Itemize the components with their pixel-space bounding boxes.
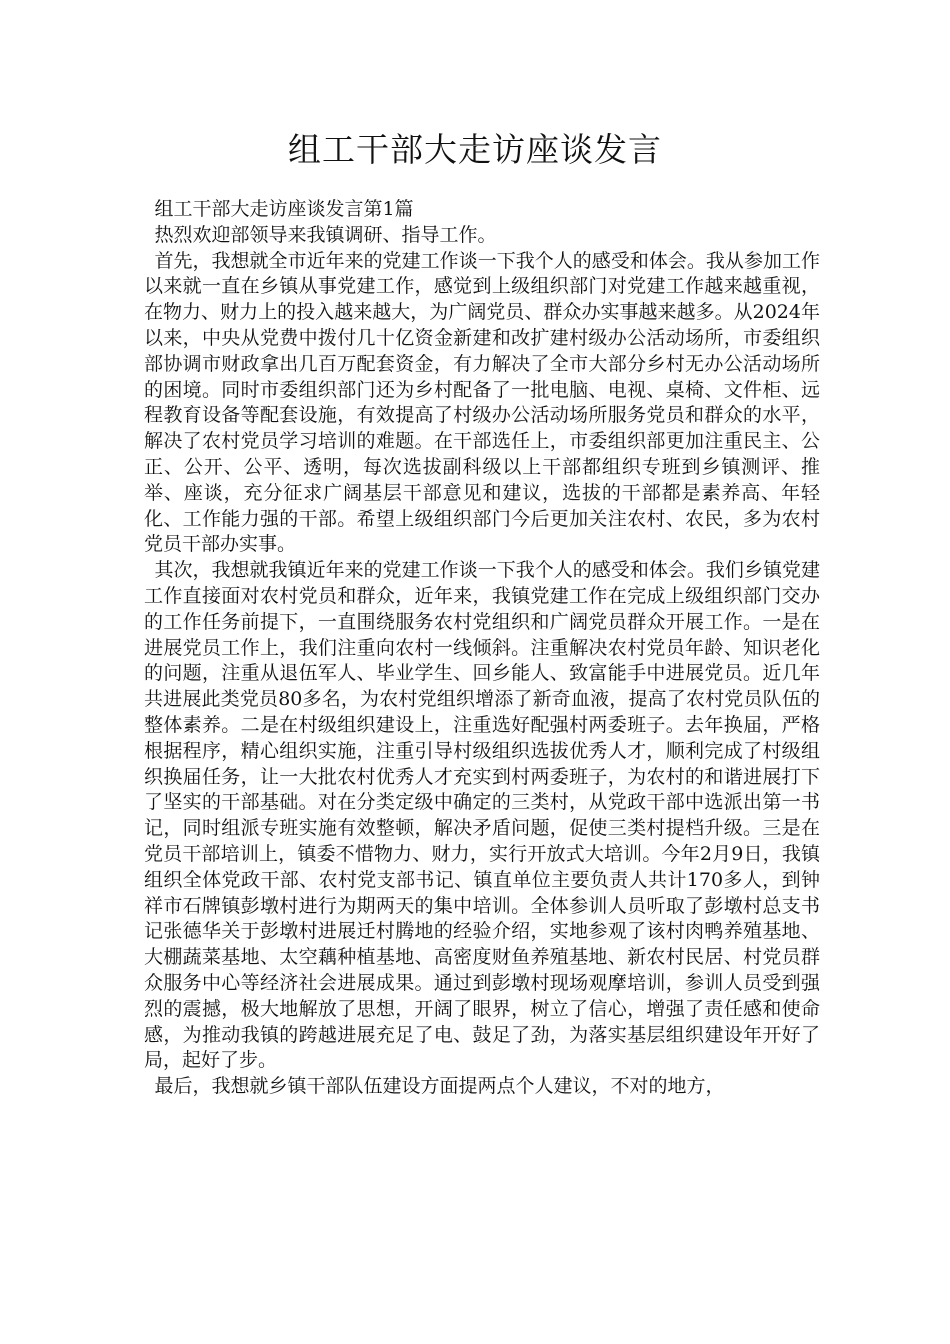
second-paragraph: 其次，我想就我镇近年来的党建工作谈一下我个人的感受和体会。我们乡镇党建工作直接面对农村党员和群众，近年来，我镇党建工作在完成上级组织部门交办的工作任务前提下，一直围绕服务农村党组织和广阔党员群众开展工作。一是在进展党员工作上，我们注重向农村一线倾斜。注重解决农村党员年龄、知识老化的问题，注重从退伍军人、毕业学生、回乡能人、致富能手中进展党员。近几年共进展此类党员80多名，为农村党组织增添了新奇血液，提高了农村党员队伍的整体素养。二是在村级组织建设上，注重选好配强村两委班子。去年换届，严格根据程序，精心组织实施，注重引导村级组织选拔优秀人才，顺利完成了村级组织换届任务，让一大批农村优秀人才充实到村两委班子，为农村的和谐进展打下了坚实的干部基础。对在分类定级中确定的三类村，从党政干部中选派出第一书记，同时组派专班实施有效整顿，解决矛盾问题，促使三类村提档升级。三是在党员干部培训上，镇委不惜物力、财力，实行开放式大培训。今年2月9日，我镇组织全体党政干部、农村党支部书记、镇直单位主要负责人共计170多人，到钟祥市石牌镇彭墩村进行为期两天的集中培训。全体参训人员听取了彭墩村总支书记张德华关于彭墩村进展迁村腾地的经验介绍，实地参观了该村肉鸭养殖基地、大棚蔬菜基地、太空藕种植基地、高密度财鱼养殖基地、新农村民居、村党员群众服务中心等经济社会进展成果。通过到彭墩村现场观摩培训，参训人员受到强烈的震撼，极大地解放了思想，开阔了眼界，树立了信心，增强了责任感和使命感，为推动我镇的跨越进展充足了电、鼓足了劲，为落实基层组织建设年开好了局，起好了步。 [144, 559, 820, 1072]
final-paragraph: 最后，我想就乡镇干部队伍建设方面提两点个人建议，不对的地方， [154, 1075, 725, 1098]
section-heading: 组工干部大走访座谈发言第1篇 [154, 198, 414, 220]
document-title: 组工干部大走访座谈发言 [288, 130, 662, 169]
document-body [144, 197, 820, 1100]
first-paragraph: 首先，我想就全市近年来的党建工作谈一下我个人的感受和体会。我从参加工作以来就一直在乡镇从事党建工作，感觉到上级组织部门对党建工作越来越重视，在物力、财力上的投入越来越大，为广阔党员、群众办实事越来越多。从2024年以来，中央从党费中拨付几十亿资金新建和改扩建村级办公活动场所，市委组织部协调市财政拿出几百万配套资金，有力解决了全市大部分乡村无办公活动场所的困境。同时市委组织部门还为乡村配备了一批电脑、电视、桌椅、文件柜、远程教育设备等配套设施，有效提高了村级办公活动场所服务党员和群众的水平，解决了农村党员学习培训的难题。在干部选任上，市委组织部更加注重民主、公正、公开、公平、透明，每次选拔副科级以上干部都组织专班到乡镇测评、推举、座谈，充分征求广阔基层干部意见和建议，选拔的干部都是素养高、年轻化、工作能力强的干部。希望上级组织部门今后更加关注农村、农民，多为农村党员干部办实事。 [144, 249, 820, 556]
greeting-paragraph: 热烈欢迎部领导来我镇调研、指导工作。 [154, 223, 497, 246]
